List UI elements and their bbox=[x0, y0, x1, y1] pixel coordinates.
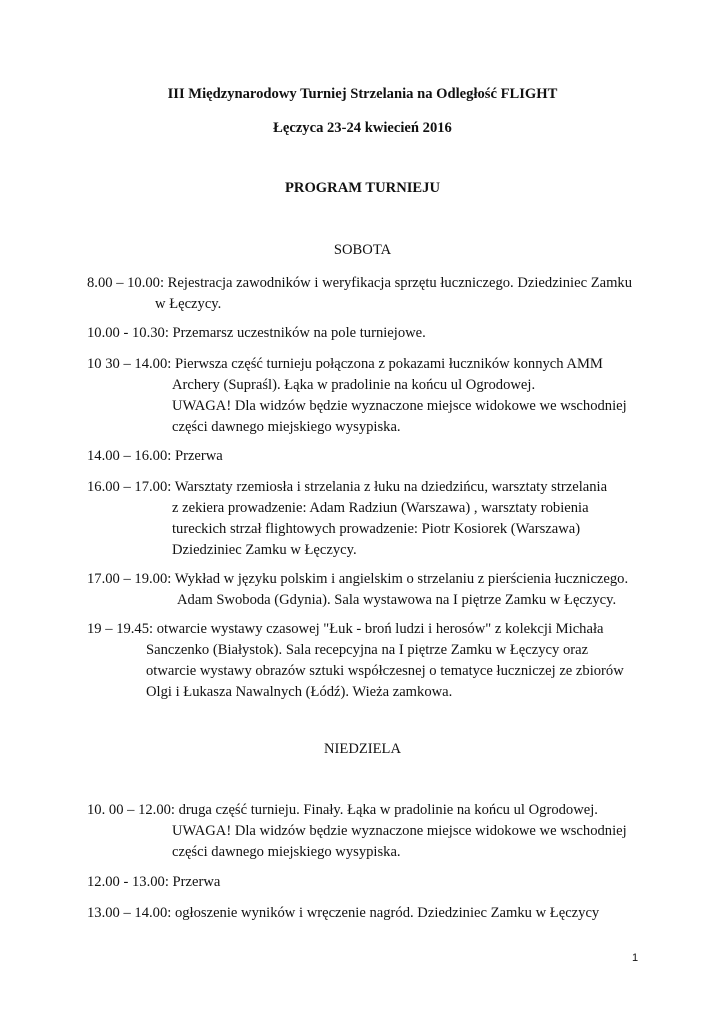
schedule-line: 12.00 - 13.00: Przerwa bbox=[87, 874, 221, 890]
schedule-line: 17.00 – 19.00: Wykład w języku polskim i angielskim o strzelaniu z pierścienia łuczniczego. bbox=[87, 571, 629, 587]
schedule-line: 13.00 – 14.00: ogłoszenie wyników i wręczenie nagród. Dziedziniec Zamku w Łęczycy bbox=[87, 905, 600, 921]
schedule-line: części dawnego miejskiego wysypiska. bbox=[172, 419, 401, 435]
page-number: 1 bbox=[632, 952, 639, 964]
schedule-line: Archery (Supraśl). Łąka w pradolinie na końcu ul Ogrodowej. bbox=[172, 377, 536, 393]
schedule-line: 10 30 – 14.00: Pierwsza część turnieju połączona z pokazami łuczników konnych AMM bbox=[87, 356, 603, 372]
schedule-line: 10.00 - 10.30: Przemarsz uczestników na pole turniejowe. bbox=[87, 325, 426, 341]
schedule-line: UWAGA! Dla widzów będzie wyznaczone miejsce widokowe we wschodniej bbox=[172, 398, 627, 414]
schedule-line: tureckich strzał flightowych prowadzenie: Piotr Kosiorek (Warszawa) bbox=[172, 521, 581, 537]
schedule-line: 16.00 – 17.00: Warsztaty rzemiosła i strzelania z łuku na dziedzińcu, warsztaty strzelania bbox=[87, 479, 608, 495]
schedule-line: Sanczenko (Białystok). Sala recepcyjna na I piętrze Zamku w Łęczycy oraz bbox=[146, 642, 589, 658]
document-title: III Międzynarodowy Turniej Strzelania na Odległość FLIGHT bbox=[167, 86, 558, 102]
schedule-line: z zekiera prowadzenie: Adam Radziun (Warszawa) , warsztaty robienia bbox=[172, 500, 589, 516]
schedule-line: 10. 00 – 12.00: druga część turnieju. Finały. Łąka w pradolinie na końcu ul Ogrodowej. bbox=[87, 802, 598, 818]
program-heading: PROGRAM TURNIEJU bbox=[285, 180, 440, 196]
document-subtitle: Łęczyca 23-24 kwiecień 2016 bbox=[273, 120, 452, 136]
schedule-line: Dziedziniec Zamku w Łęczycy. bbox=[172, 542, 357, 558]
schedule-line: 19 – 19.45: otwarcie wystawy czasowej "Łuk - broń ludzi i herosów" z kolekcji Michała bbox=[87, 621, 604, 637]
schedule-line: części dawnego miejskiego wysypiska. bbox=[172, 844, 401, 860]
sunday-heading: NIEDZIELA bbox=[324, 741, 401, 757]
schedule-line: otwarcie wystawy obrazów sztuki współczesnej o tematyce łuczniczej ze zbiorów bbox=[146, 663, 624, 679]
saturday-heading: SOBOTA bbox=[333, 242, 392, 258]
schedule-line: w Łęczycy. bbox=[155, 296, 222, 312]
schedule-line: Olgi i Łukasza Nawalnych (Łódź). Wieża zamkowa. bbox=[146, 684, 453, 700]
schedule-line: 8.00 – 10.00: Rejestracja zawodników i weryfikacja sprzętu łuczniczego. Dziedziniec Zamku bbox=[87, 275, 633, 291]
schedule-line: 14.00 – 16.00: Przerwa bbox=[87, 448, 223, 464]
schedule-line: UWAGA! Dla widzów będzie wyznaczone miejsce widokowe we wschodniej bbox=[172, 823, 627, 839]
schedule-line: Adam Swoboda (Gdynia). Sala wystawowa na I piętrze Zamku w Łęczycy. bbox=[177, 592, 617, 608]
